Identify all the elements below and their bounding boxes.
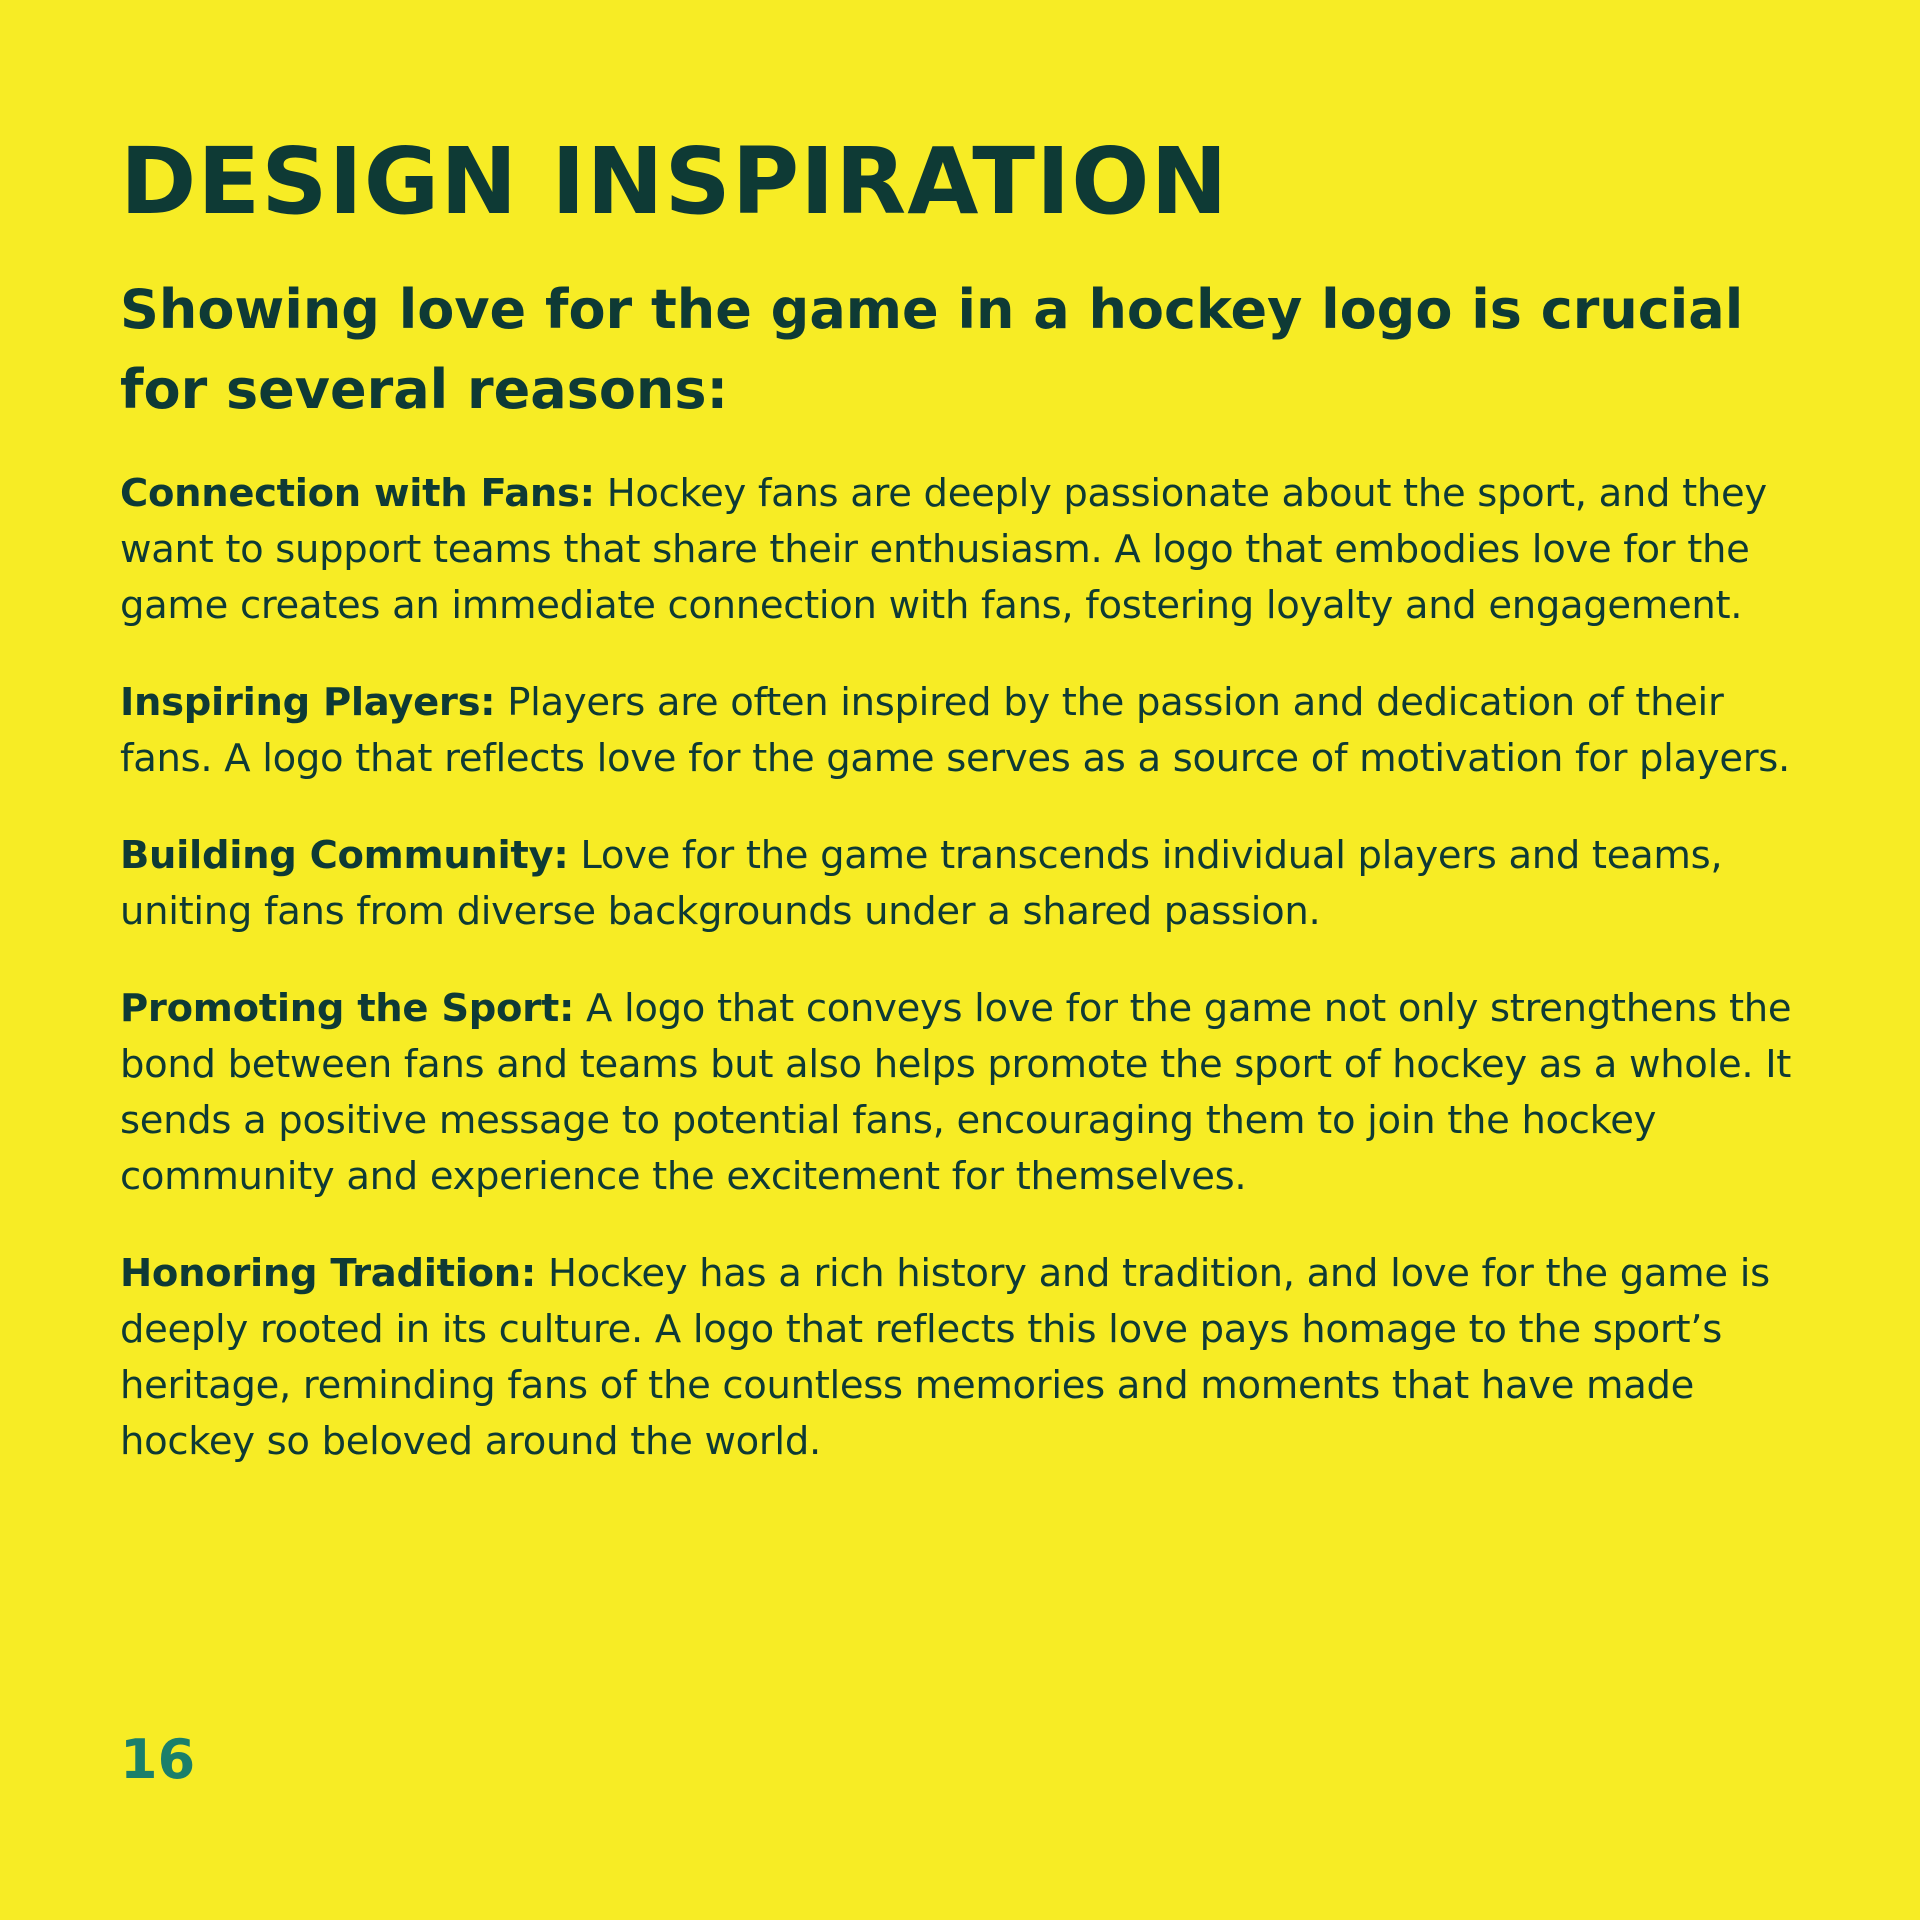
reason-text: Players are often inspired by the passion and dedication of their fans. A logo that reflects love for the game serves as a source of motivation for players. <box>120 680 1790 781</box>
reason-building-community <box>120 828 1820 940</box>
page-subtitle: Showing love for the game in a hockey logo is crucial for several reasons: <box>120 278 1744 421</box>
reason-text: Love for the game transcends individual players and teams, uniting fans from diverse backgrounds under a shared passion. <box>120 833 1723 934</box>
reason-promoting-the-sport <box>120 981 1820 1205</box>
reasons-list <box>120 466 1820 1511</box>
reason-text: Hockey fans are deeply passionate about the sport, and they want to support teams that share their enthusiasm. A logo that embodies love for the game creates an immediate connection with fans, fostering loyalty and engagement. <box>120 471 1767 628</box>
reason-term: Honoring Tradition: <box>120 1251 536 1296</box>
page-number: 16 <box>120 1728 196 1791</box>
reason-connection-with-fans <box>120 466 1820 634</box>
reason-text: A logo that conveys love for the game not only strengthens the bond between fans and teams but also helps promote the sport of hockey as a whole. It sends a positive message to potential fans, encouraging them to join the hockey community and experience the excitement for themselves. <box>120 986 1792 1199</box>
reason-inspiring-players <box>120 675 1820 787</box>
reason-term: Inspiring Players: <box>120 680 496 725</box>
reason-term: Connection with Fans: <box>120 471 595 516</box>
reason-term: Building Community: <box>120 833 569 878</box>
page-title: DESIGN INSPIRATION <box>120 128 1229 235</box>
reason-honoring-tradition <box>120 1246 1820 1470</box>
reason-text: Hockey has a rich history and tradition, and love for the game is deeply rooted in its culture. A logo that reflects this love pays homage to the sport’s heritage, reminding fans of the countless memories and moments that have made hockey so beloved around the world. <box>120 1251 1770 1464</box>
reason-term: Promoting the Sport: <box>120 986 575 1031</box>
